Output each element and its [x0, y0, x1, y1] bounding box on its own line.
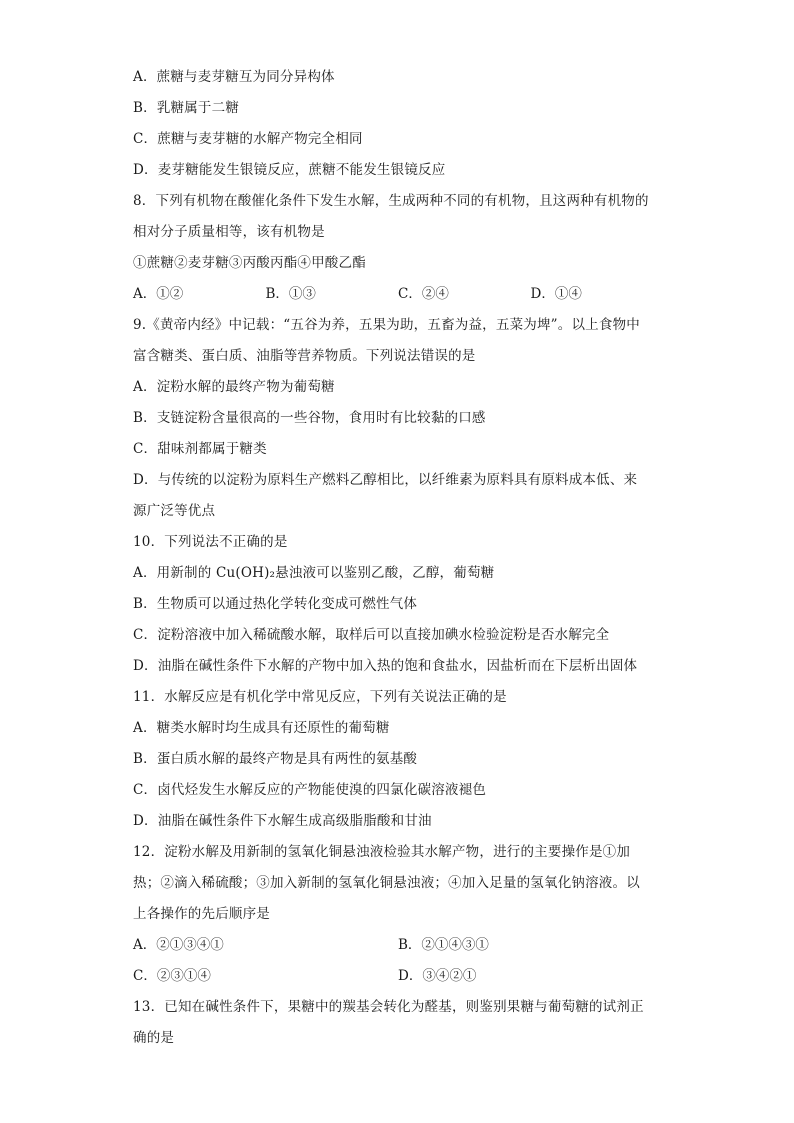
q8-stem-line: 8．下列有机物在酸催化条件下发生水解，生成两种不同的有机物，且这两种有机物的 [133, 193, 649, 209]
q8-option-d: D．①④ [530, 286, 582, 302]
q10-option-a: A．用新制的 Cu(OH)₂悬浊液可以鉴别乙酸，乙醇，葡萄糖 [133, 565, 495, 581]
q11-option-c: C．卤代烃发生水解反应的产物能使溴的四氯化碳溶液褪色 [133, 782, 487, 798]
q9-option-c: C．甜味剂都属于糖类 [133, 441, 267, 457]
q7-option-c: C．蔗糖与麦芽糖的水解产物完全相同 [133, 131, 363, 147]
question-12 [133, 837, 663, 992]
q7-option-a: A．蔗糖与麦芽糖互为同分异构体 [133, 69, 335, 85]
q12-option-c: C．②③①④ [133, 968, 211, 984]
question-9 [133, 310, 663, 527]
q10-stem-line: 10．下列说法不正确的是 [133, 534, 288, 550]
q9-option-b: B．支链淀粉含量很高的一些谷物，食用时有比较黏的口感 [133, 410, 486, 426]
q9-option-d: D．与传统的以淀粉为原料生产燃料乙醇相比，以纤维素为原料具有原料成本低、来 [133, 472, 638, 488]
q12-options-row [133, 930, 663, 961]
q12-stem-line: 热；②滴入稀硫酸；③加入新制的氢氧化铜悬浊液；④加入足量的氢氧化钠溶液。以 [133, 875, 640, 891]
q12-option-b: B．②①④③① [398, 937, 489, 953]
q8-option-a: A．①② [133, 286, 184, 302]
q9-stem-line: 富含糖类、蛋白质、油脂等营养物质。下列说法错误的是 [133, 348, 476, 364]
q10-option-c: C．淀粉溶液中加入稀硫酸水解，取样后可以直接加碘水检验淀粉是否水解完全 [133, 627, 610, 643]
q11-option-b: B．蛋白质水解的最终产物是具有两性的氨基酸 [133, 751, 418, 767]
q9-option-a: A．淀粉水解的最终产物为葡萄糖 [133, 379, 335, 395]
question-13 [133, 992, 663, 1054]
question-10 [133, 527, 663, 682]
q9-option-d-cont: 源广泛等优点 [133, 503, 216, 519]
q7-option-b: B．乳糖属于二糖 [133, 100, 240, 116]
q12-option-d: D．③④②① [398, 968, 477, 984]
q12-stem-line: 上各操作的先后顺序是 [133, 906, 270, 922]
q12-stem-line: 12．淀粉水解及用新制的氢氧化铜悬浊液检验其水解产物，进行的主要操作是①加 [133, 844, 631, 860]
q8-options-row [133, 279, 663, 310]
q12-option-a: A．②①③④① [133, 937, 224, 953]
question-8 [133, 186, 663, 310]
q10-option-b: B．生物质可以通过热化学转化变成可燃性气体 [133, 596, 418, 612]
q8-stem-line: ①蔗糖②麦芽糖③丙酸丙酯④甲酸乙酯 [133, 255, 366, 271]
q8-stem-line: 相对分子质量相等，该有机物是 [133, 224, 325, 240]
q8-option-b: B．①③ [265, 286, 316, 302]
q9-stem-line: 9.《黄帝内经》中记载：“五谷为养，五果为助，五畜为益，五菜为埤”。以上食物中 [133, 317, 640, 333]
q13-stem-line: 13．已知在碱性条件下，果糖中的羰基会转化为醛基，则鉴别果糖与葡萄糖的试剂正 [133, 999, 644, 1015]
q8-option-c: C．②④ [398, 286, 449, 302]
question-7-options [133, 62, 663, 186]
exam-page [133, 62, 663, 1054]
q12-options-row [133, 961, 663, 992]
q11-stem-line: 11．水解反应是有机化学中常见反应，下列有关说法正确的是 [133, 689, 507, 705]
q13-stem-line: 确的是 [133, 1030, 175, 1046]
q11-option-a: A．糖类水解时均生成具有还原性的葡萄糖 [133, 720, 390, 736]
q10-option-d: D．油脂在碱性条件下水解的产物中加入热的饱和食盐水，因盐析而在下层析出固体 [133, 658, 638, 674]
q7-option-d: D．麦芽糖能发生银镜反应，蔗糖不能发生银镜反应 [133, 162, 446, 178]
question-11 [133, 682, 663, 837]
q11-option-d: D．油脂在碱性条件下水解生成高级脂脂酸和甘油 [133, 813, 432, 829]
